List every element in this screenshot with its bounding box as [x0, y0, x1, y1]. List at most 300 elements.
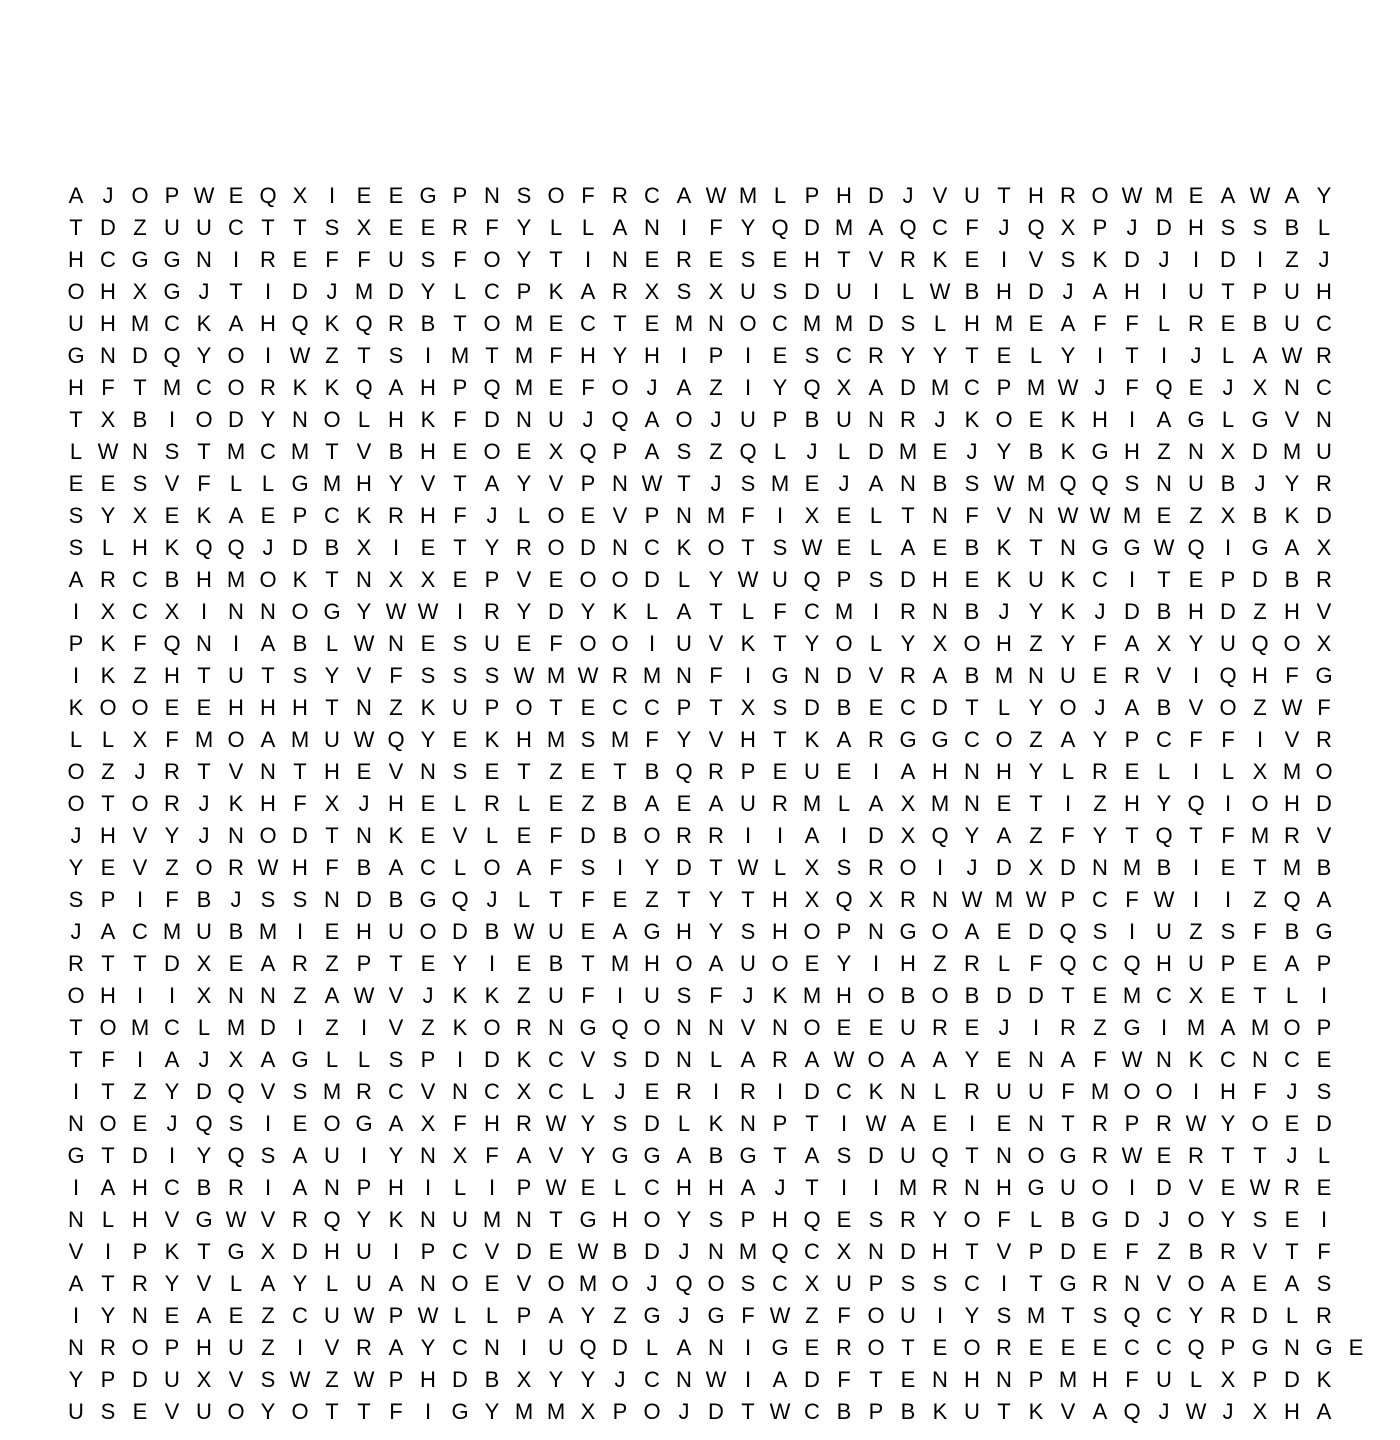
grid-letter: Q — [1027, 215, 1045, 240]
grid-letter: N — [324, 887, 340, 912]
grid-letter: P — [612, 1399, 628, 1424]
grid-letter: Q — [1123, 951, 1141, 976]
grid-letter: K — [964, 407, 980, 432]
grid-letter: L — [485, 1303, 499, 1328]
grid-letter: H — [196, 567, 212, 592]
grid-letter: V — [452, 823, 468, 848]
grid-letter: O — [67, 791, 85, 816]
grid-letter: N — [68, 1335, 84, 1360]
grid-letter: S — [388, 343, 404, 368]
grid-letter: V — [356, 439, 372, 464]
grid-letter: F — [1093, 1047, 1107, 1072]
grid-letter: D — [900, 567, 916, 592]
grid-letter: C — [1316, 375, 1332, 400]
grid-letter: R — [484, 599, 500, 624]
grid-letter: J — [1318, 247, 1330, 272]
grid-letter: R — [292, 951, 308, 976]
grid-letter: B — [1060, 1207, 1076, 1232]
grid-letter: X — [644, 279, 660, 304]
grid-letter: Z — [261, 1303, 275, 1328]
grid-letter: A — [484, 471, 500, 496]
grid-letter: Q — [803, 375, 821, 400]
grid-letter: I — [840, 1175, 848, 1200]
grid-letter: J — [1286, 1143, 1298, 1168]
grid-letter: R — [100, 1335, 116, 1360]
grid-letter: P — [1028, 1367, 1044, 1392]
grid-letter: A — [1060, 1047, 1076, 1072]
grid-letter: X — [132, 727, 148, 752]
grid-letter: M — [514, 1399, 534, 1424]
grid-letter: G — [611, 1143, 629, 1168]
grid-letter: E — [708, 247, 724, 272]
grid-letter: M — [898, 439, 918, 464]
grid-letter: O — [611, 375, 629, 400]
grid-letter: E — [100, 855, 116, 880]
grid-letter: J — [1094, 599, 1106, 624]
grid-letter: X — [1220, 439, 1236, 464]
grid-letter: S — [1220, 215, 1236, 240]
grid-letter: E — [868, 695, 884, 720]
grid-letter: U — [900, 1143, 916, 1168]
grid-letter: W — [545, 1175, 567, 1200]
grid-letter: M — [994, 663, 1014, 688]
grid-letter: P — [708, 343, 724, 368]
grid-letter: Z — [1093, 791, 1107, 816]
grid-letter: U — [356, 1271, 372, 1296]
grid-letter: S — [580, 855, 596, 880]
grid-letter: X — [836, 1239, 852, 1264]
grid-letter: W — [1121, 183, 1143, 208]
grid-letter: O — [1283, 631, 1301, 656]
grid-letter: L — [69, 727, 83, 752]
grid-row — [60, 1204, 1340, 1236]
grid-letter: Y — [164, 1271, 180, 1296]
grid-letter: K — [100, 631, 116, 656]
grid-letter: B — [388, 439, 404, 464]
grid-letter: T — [453, 471, 467, 496]
grid-letter: N — [356, 823, 372, 848]
grid-letter: E — [420, 791, 436, 816]
grid-letter: L — [453, 855, 467, 880]
grid-letter: E — [548, 567, 564, 592]
grid-letter: U — [228, 1335, 244, 1360]
grid-letter: W — [577, 663, 599, 688]
grid-letter: A — [516, 855, 532, 880]
grid-letter: H — [292, 695, 308, 720]
grid-letter: L — [645, 599, 659, 624]
grid-letter: L — [1189, 1367, 1203, 1392]
grid-letter: K — [1092, 247, 1108, 272]
grid-letter: F — [293, 791, 307, 816]
grid-letter: D — [132, 343, 148, 368]
grid-letter: L — [1061, 759, 1075, 784]
grid-letter: D — [1060, 1239, 1076, 1264]
grid-letter: B — [836, 695, 852, 720]
grid-letter: G — [1091, 439, 1109, 464]
grid-letter: R — [1092, 759, 1108, 784]
grid-letter: O — [643, 823, 661, 848]
grid-letter: O — [579, 567, 597, 592]
grid-letter: A — [1284, 183, 1300, 208]
grid-letter: O — [1187, 1207, 1205, 1232]
grid-letter: Q — [227, 1143, 245, 1168]
grid-letter: V — [548, 1143, 564, 1168]
grid-row — [60, 1108, 1340, 1140]
grid-letter: K — [996, 535, 1012, 560]
grid-letter: S — [516, 183, 532, 208]
grid-letter: I — [1000, 1271, 1008, 1296]
grid-letter: D — [804, 695, 820, 720]
grid-letter: P — [1316, 951, 1332, 976]
grid-letter: G — [579, 1207, 597, 1232]
grid-letter: T — [69, 1047, 83, 1072]
grid-letter: Y — [708, 567, 724, 592]
grid-letter: K — [516, 1047, 532, 1072]
grid-letter: T — [1029, 535, 1043, 560]
grid-letter: B — [164, 567, 180, 592]
grid-letter: S — [836, 855, 852, 880]
grid-letter: N — [516, 1207, 532, 1232]
grid-letter: P — [100, 1367, 116, 1392]
grid-letter: L — [453, 791, 467, 816]
grid-letter: I — [1192, 887, 1200, 912]
grid-letter: T — [1061, 1111, 1075, 1136]
grid-letter: X — [132, 503, 148, 528]
grid-letter: Q — [1187, 535, 1205, 560]
grid-letter: L — [69, 439, 83, 464]
grid-letter: A — [1316, 1399, 1332, 1424]
grid-row — [60, 468, 1340, 500]
grid-letter: C — [100, 247, 116, 272]
grid-letter: O — [131, 695, 149, 720]
grid-letter: F — [1285, 663, 1299, 688]
grid-letter: C — [484, 279, 500, 304]
grid-letter: E — [516, 951, 532, 976]
grid-letter: R — [1060, 1015, 1076, 1040]
grid-letter: E — [196, 695, 212, 720]
grid-letter: U — [676, 631, 692, 656]
grid-letter: N — [612, 535, 628, 560]
grid-letter: A — [388, 855, 404, 880]
grid-letter: A — [996, 823, 1012, 848]
grid-letter: B — [356, 855, 372, 880]
grid-letter: T — [325, 439, 339, 464]
grid-letter: R — [228, 855, 244, 880]
grid-letter: R — [676, 1079, 692, 1104]
grid-letter: M — [514, 343, 534, 368]
grid-letter: T — [709, 695, 723, 720]
grid-letter: A — [164, 1047, 180, 1072]
grid-letter: E — [420, 823, 436, 848]
grid-letter: A — [612, 215, 628, 240]
grid-letter: N — [132, 439, 148, 464]
grid-letter: E — [132, 1399, 148, 1424]
grid-letter: A — [900, 1047, 916, 1072]
grid-letter: C — [388, 1079, 404, 1104]
grid-letter: L — [517, 503, 531, 528]
grid-letter: J — [998, 1015, 1010, 1040]
grid-letter: P — [1252, 1367, 1268, 1392]
grid-letter: Y — [260, 1399, 276, 1424]
grid-letter: C — [644, 535, 660, 560]
grid-letter: Y — [708, 919, 724, 944]
grid-letter: A — [708, 791, 724, 816]
grid-letter: X — [1188, 983, 1204, 1008]
grid-letter: R — [900, 407, 916, 432]
grid-letter: H — [1188, 599, 1204, 624]
grid-letter: C — [580, 311, 596, 336]
grid-letter: Y — [580, 1367, 596, 1392]
grid-letter: M — [610, 727, 630, 752]
grid-letter: N — [452, 1079, 468, 1104]
grid-letter: Y — [292, 1271, 308, 1296]
grid-letter: J — [1222, 1399, 1234, 1424]
grid-letter: E — [932, 1335, 948, 1360]
grid-letter: E — [1316, 1047, 1332, 1072]
grid-letter: N — [132, 1303, 148, 1328]
grid-letter: L — [485, 823, 499, 848]
grid-letter: H — [1092, 1367, 1108, 1392]
grid-letter: T — [69, 1015, 83, 1040]
grid-letter: Z — [1029, 823, 1043, 848]
grid-letter: Q — [1187, 791, 1205, 816]
grid-letter: X — [580, 1399, 596, 1424]
grid-letter: N — [1156, 1047, 1172, 1072]
grid-letter: Y — [1060, 631, 1076, 656]
grid-letter: E — [100, 471, 116, 496]
grid-letter: A — [964, 919, 980, 944]
grid-letter: U — [356, 1239, 372, 1264]
grid-letter: B — [1156, 695, 1172, 720]
grid-letter: O — [483, 439, 501, 464]
grid-letter: D — [1124, 1207, 1140, 1232]
grid-letter: L — [709, 1047, 723, 1072]
grid-letter: A — [516, 1143, 532, 1168]
grid-letter: U — [452, 695, 468, 720]
grid-letter: N — [1060, 535, 1076, 560]
grid-letter: I — [776, 823, 784, 848]
grid-letter: F — [997, 1207, 1011, 1232]
grid-letter: B — [1316, 855, 1332, 880]
grid-letter: X — [164, 599, 180, 624]
grid-letter: S — [452, 631, 468, 656]
grid-letter: C — [804, 1239, 820, 1264]
grid-row — [60, 532, 1340, 564]
grid-letter: X — [516, 1079, 532, 1104]
grid-letter: Y — [1316, 183, 1332, 208]
grid-letter: B — [1220, 471, 1236, 496]
grid-letter: P — [420, 1047, 436, 1072]
grid-letter: V — [1156, 1271, 1172, 1296]
grid-letter: C — [164, 1175, 180, 1200]
grid-letter: W — [769, 1399, 791, 1424]
grid-letter: L — [517, 791, 531, 816]
grid-letter: S — [68, 887, 84, 912]
grid-letter: Q — [803, 1207, 821, 1232]
grid-letter: N — [676, 1367, 692, 1392]
grid-letter: N — [388, 631, 404, 656]
grid-letter: Z — [325, 951, 339, 976]
grid-letter: K — [1316, 1367, 1332, 1392]
grid-letter: E — [132, 1111, 148, 1136]
grid-letter: G — [355, 1111, 373, 1136]
grid-letter: C — [1156, 983, 1172, 1008]
grid-letter: G — [899, 919, 917, 944]
grid-letter: N — [484, 1335, 500, 1360]
grid-letter: S — [740, 919, 756, 944]
grid-letter: O — [1283, 1015, 1301, 1040]
grid-letter: E — [1348, 1335, 1364, 1360]
grid-letter: B — [900, 983, 916, 1008]
grid-letter: Q — [1283, 887, 1301, 912]
grid-letter: I — [744, 1335, 752, 1360]
grid-letter: O — [1251, 791, 1269, 816]
grid-letter: P — [356, 951, 372, 976]
grid-letter: S — [676, 279, 692, 304]
grid-letter: O — [483, 855, 501, 880]
grid-letter: Q — [771, 1239, 789, 1264]
grid-letter: T — [741, 887, 755, 912]
grid-letter: I — [232, 631, 240, 656]
grid-letter: B — [612, 1239, 628, 1264]
grid-letter: O — [771, 951, 789, 976]
grid-letter: U — [196, 215, 212, 240]
grid-letter: S — [708, 1207, 724, 1232]
grid-letter: C — [772, 311, 788, 336]
grid-letter: H — [1124, 791, 1140, 816]
grid-letter: V — [708, 631, 724, 656]
grid-letter: L — [229, 471, 243, 496]
grid-letter: D — [644, 1047, 660, 1072]
grid-letter: Z — [1157, 1239, 1171, 1264]
grid-letter: D — [1124, 599, 1140, 624]
grid-letter: N — [932, 599, 948, 624]
grid-letter: P — [804, 183, 820, 208]
grid-letter: I — [776, 503, 784, 528]
grid-letter: K — [1060, 567, 1076, 592]
grid-letter: W — [417, 1303, 439, 1328]
grid-letter: O — [227, 375, 245, 400]
grid-letter: I — [1256, 727, 1264, 752]
grid-letter: E — [516, 823, 532, 848]
grid-letter: E — [868, 1015, 884, 1040]
grid-letter: N — [676, 1047, 692, 1072]
grid-letter: B — [1284, 919, 1300, 944]
grid-letter: Y — [164, 1079, 180, 1104]
grid-letter: C — [260, 439, 276, 464]
grid-letter: T — [133, 951, 147, 976]
grid-letter: S — [612, 1111, 628, 1136]
grid-letter: I — [1192, 1079, 1200, 1104]
grid-letter: C — [132, 567, 148, 592]
grid-letter: J — [1094, 375, 1106, 400]
grid-letter: C — [196, 375, 212, 400]
grid-letter: W — [1185, 1111, 1207, 1136]
grid-letter: I — [296, 919, 304, 944]
grid-letter: P — [484, 567, 500, 592]
grid-row — [60, 852, 1340, 884]
grid-letter: E — [804, 951, 820, 976]
grid-letter: H — [356, 919, 372, 944]
grid-letter: I — [872, 951, 880, 976]
grid-letter: O — [483, 311, 501, 336]
grid-letter: F — [1125, 1239, 1139, 1264]
grid-letter: H — [260, 311, 276, 336]
grid-letter: H — [932, 759, 948, 784]
grid-letter: F — [581, 887, 595, 912]
grid-letter: E — [516, 439, 532, 464]
grid-letter: T — [453, 535, 467, 560]
grid-letter: K — [772, 983, 788, 1008]
grid-letter: J — [902, 183, 914, 208]
grid-letter: D — [580, 535, 596, 560]
grid-row — [60, 500, 1340, 532]
grid-letter: L — [1157, 311, 1171, 336]
grid-letter: G — [291, 1047, 309, 1072]
grid-letter: D — [868, 1143, 884, 1168]
grid-letter: S — [740, 247, 756, 272]
grid-letter: H — [996, 279, 1012, 304]
grid-letter: E — [452, 567, 468, 592]
grid-letter: R — [1188, 1143, 1204, 1168]
grid-letter: O — [99, 1111, 117, 1136]
grid-letter: U — [964, 183, 980, 208]
grid-letter: A — [388, 1335, 404, 1360]
grid-letter: Z — [581, 791, 595, 816]
grid-letter: J — [1222, 375, 1234, 400]
grid-letter: D — [644, 567, 660, 592]
grid-letter: E — [548, 791, 564, 816]
grid-letter: N — [964, 759, 980, 784]
grid-letter: L — [773, 439, 787, 464]
grid-letter: D — [804, 1079, 820, 1104]
grid-letter: M — [226, 567, 246, 592]
grid-letter: T — [709, 855, 723, 880]
grid-letter: X — [228, 1047, 244, 1072]
grid-letter: Y — [580, 599, 596, 624]
grid-letter: E — [420, 631, 436, 656]
grid-letter: Z — [709, 439, 723, 464]
grid-row — [60, 820, 1340, 852]
grid-letter: I — [840, 1111, 848, 1136]
grid-letter: J — [70, 823, 82, 848]
grid-letter: I — [1160, 279, 1168, 304]
grid-letter: X — [804, 887, 820, 912]
grid-letter: U — [324, 727, 340, 752]
grid-letter: U — [1188, 471, 1204, 496]
grid-letter: O — [611, 1271, 629, 1296]
grid-letter: T — [837, 247, 851, 272]
grid-letter: T — [1221, 279, 1235, 304]
grid-letter: U — [900, 1015, 916, 1040]
grid-letter: H — [1284, 1399, 1300, 1424]
grid-letter: B — [1028, 439, 1044, 464]
grid-letter: P — [1092, 215, 1108, 240]
grid-letter: T — [197, 439, 211, 464]
grid-letter: G — [1091, 535, 1109, 560]
grid-letter: F — [101, 375, 115, 400]
grid-letter: P — [1060, 887, 1076, 912]
grid-letter: R — [676, 247, 692, 272]
grid-letter: W — [1281, 695, 1303, 720]
grid-letter: E — [292, 1111, 308, 1136]
grid-letter: S — [932, 1271, 948, 1296]
grid-letter: Y — [324, 663, 340, 688]
grid-letter: G — [227, 1239, 245, 1264]
grid-letter: E — [1252, 951, 1268, 976]
grid-letter: M — [514, 375, 534, 400]
grid-letter: P — [644, 503, 660, 528]
